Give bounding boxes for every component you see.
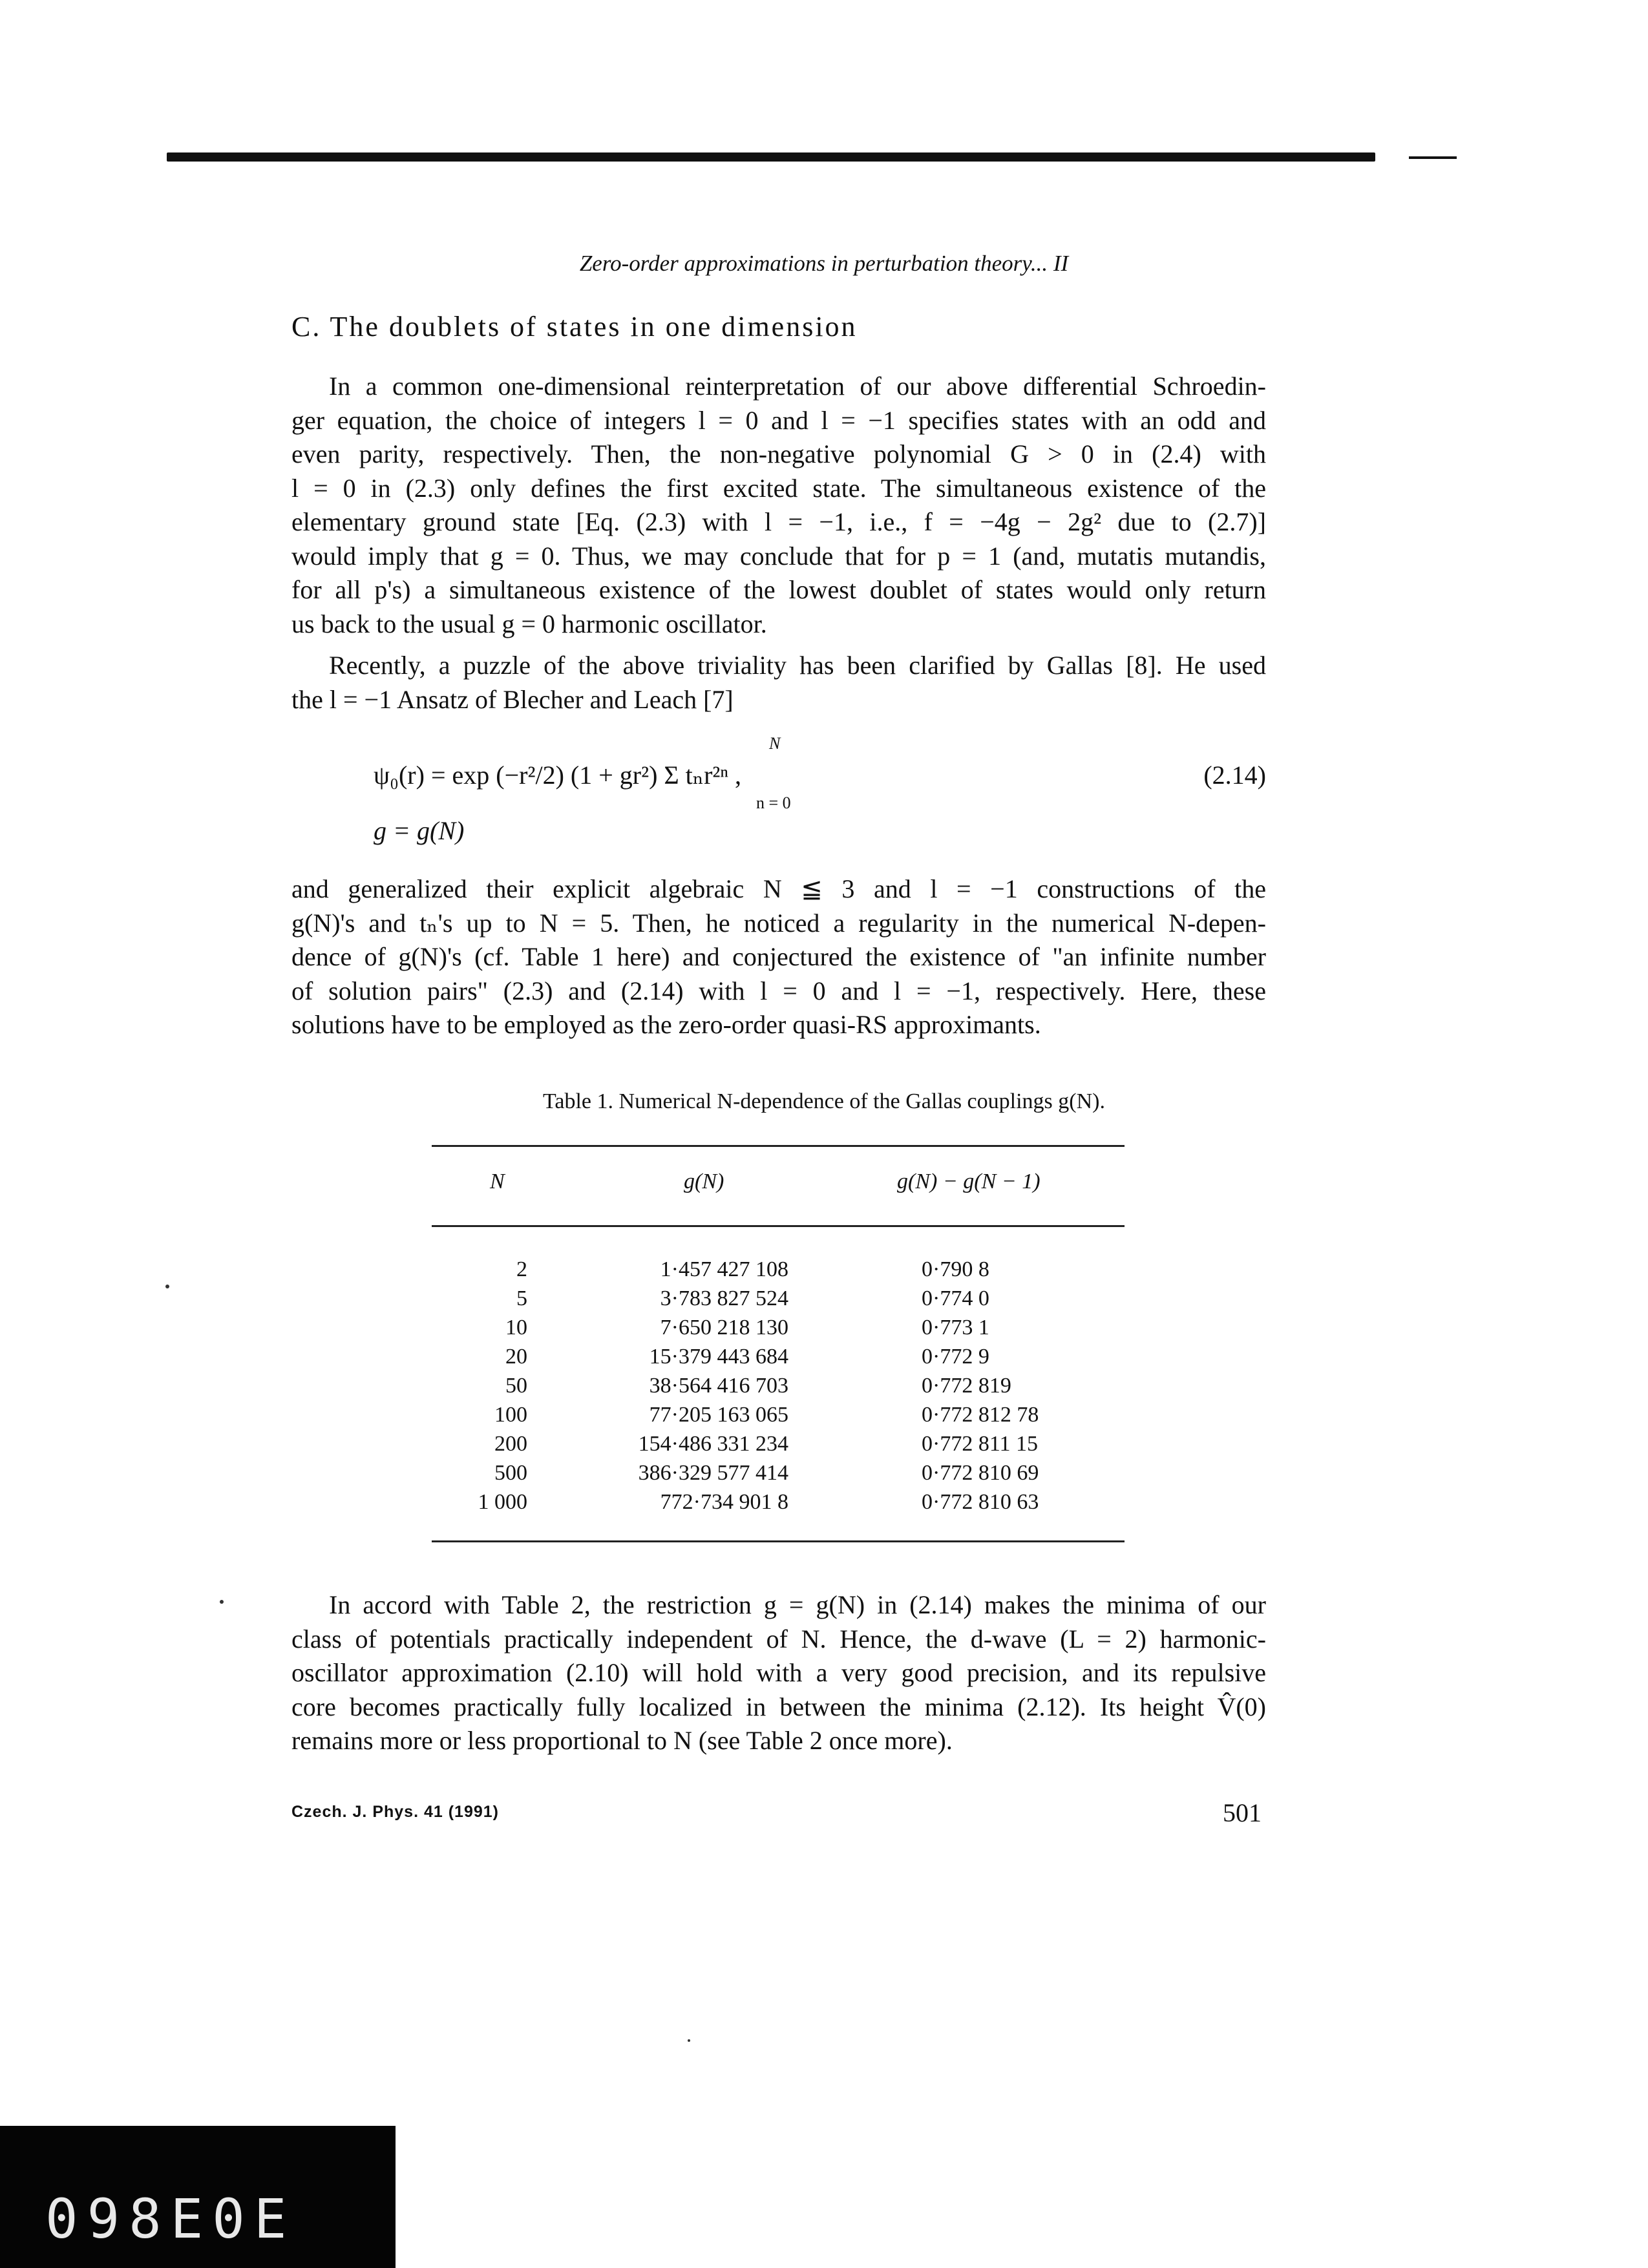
table-cell: 1 000 xyxy=(478,1490,527,1514)
table-header-rule xyxy=(432,1225,1125,1227)
equation-line-1: ψ₀(r) = exp (−r²/2) (1 + gr²) Σ tₙr²ⁿ , xyxy=(374,761,742,790)
paragraph-3-line: g(N)'s and tₙ's up to N = 5. Then, he noticed a regularity in the numerical N-depen- xyxy=(291,908,1266,938)
paragraph-1 xyxy=(291,370,1266,641)
scan-speck xyxy=(688,2039,690,2042)
table-cell: 20 xyxy=(505,1345,527,1369)
table-cell: 772·734 901 8 xyxy=(660,1490,788,1514)
table-cell: 77·205 163 065 xyxy=(649,1403,788,1427)
paragraph-2 xyxy=(291,649,1266,717)
equation-line-2: g = g(N) xyxy=(374,816,465,845)
table-cell: 10 xyxy=(505,1316,527,1339)
table-cell: 0·772 819 xyxy=(922,1374,1011,1398)
table-cell: 1·457 427 108 xyxy=(660,1257,788,1281)
table-caption: Table 1. Numerical N-dependence of the Gallas couplings g(N). xyxy=(543,1089,1105,1113)
paragraph-1-line: would imply that g = 0. Thus, we may conclude that for p = 1 (and, mutatis mutandis, xyxy=(291,541,1266,571)
paragraph-4-line: In accord with Table 2, the restriction g = g(N) in (2.14) makes the minima of our xyxy=(329,1590,1266,1619)
table-cell: 0·772 812 78 xyxy=(922,1403,1039,1427)
paragraph-1-line: In a common one-dimensional reinterpretation of our above differential Schroedin- xyxy=(329,372,1266,401)
paragraph-3-line: dence of g(N)'s (cf. Table 1 here) and conjectured the existence of "an infinite number xyxy=(291,942,1266,971)
sum-lower-limit: n = 0 xyxy=(756,793,791,812)
paragraph-1-line: even parity, respectively. Then, the non-negative polynomial G > 0 in (2.4) with xyxy=(291,439,1266,468)
paragraph-4-line: oscillator approximation (2.10) will hold with a very good precision, and its repulsive xyxy=(291,1658,1266,1687)
table-cell: 2 xyxy=(516,1257,527,1281)
table-cell: 50 xyxy=(505,1374,527,1398)
table-cell: 0·772 810 63 xyxy=(922,1490,1039,1514)
table-cell: 3·783 827 524 xyxy=(660,1286,788,1310)
paragraph-3-line: and generalized their explicit algebraic N ≦ 3 and l = −1 constructions of the xyxy=(291,874,1266,903)
paragraph-2-line: Recently, a puzzle of the above triviality has been clarified by Gallas [8]. He used xyxy=(329,651,1266,680)
equation-number: (2.14) xyxy=(1203,761,1266,790)
paragraph-3-line: of solution pairs" (2.3) and (2.14) with l = 0 and l = −1, respectively. Here, these xyxy=(291,976,1266,1005)
journal-citation: Czech. J. Phys. 41 (1991) xyxy=(291,1803,499,1821)
table-cell: 0·773 1 xyxy=(922,1316,989,1339)
table-cell: 200 xyxy=(494,1432,527,1456)
paragraph-3 xyxy=(291,872,1266,1042)
table-header-n: N xyxy=(490,1170,505,1193)
paragraph-2-line: the l = −1 Ansatz of Blecher and Leach [7] xyxy=(291,684,734,714)
paragraph-4-line: core becomes practically fully localized in between the minima (2.12). Its height V̂(0) xyxy=(291,1692,1266,1721)
table-cell: 100 xyxy=(494,1403,527,1427)
paragraph-4-line: class of potentials practically independent of N. Hence, the d-wave (L = 2) harmonic- xyxy=(291,1624,1266,1654)
page-number: 501 xyxy=(1223,1798,1262,1827)
table-cell: 0·772 9 xyxy=(922,1345,989,1369)
table-header-diff: g(N) − g(N − 1) xyxy=(897,1170,1041,1193)
table-cell: 7·650 218 130 xyxy=(660,1316,788,1339)
table-cell: 15·379 443 684 xyxy=(649,1345,788,1369)
paragraph-4-line: remains more or less proportional to N (see Table 2 once more). xyxy=(291,1726,953,1755)
table-header-g: g(N) xyxy=(684,1170,724,1193)
table-column-g xyxy=(569,1255,788,1517)
paragraph-1-line: for all p's) a simultaneous existence of the lowest doublet of states would only return xyxy=(291,575,1266,604)
table-column-n xyxy=(465,1255,527,1517)
paragraph-4 xyxy=(291,1588,1266,1758)
table-cell: 0·774 0 xyxy=(922,1286,989,1310)
table-cell: 38·564 416 703 xyxy=(649,1374,788,1398)
table-top-rule xyxy=(432,1145,1125,1147)
table-cell: 5 xyxy=(516,1286,527,1310)
table-cell: 0·772 810 69 xyxy=(922,1461,1039,1485)
sum-upper-limit: N xyxy=(769,734,781,753)
microfilm-code: 098E0E xyxy=(45,2187,296,2251)
running-head: Zero-order approximations in perturbation theory... II xyxy=(579,251,1069,276)
scan-speck xyxy=(165,1285,169,1288)
paragraph-1-line: elementary ground state [Eq. (2.3) with l = −1, i.e., f = −4g − 2g² due to (2.7)] xyxy=(291,507,1266,536)
table-cell: 154·486 331 234 xyxy=(638,1432,788,1456)
paragraph-3-line: solutions have to be employed as the zero-order quasi-RS approximants. xyxy=(291,1010,1041,1039)
table-cell: 500 xyxy=(494,1461,527,1485)
table-cell: 386·329 577 414 xyxy=(638,1461,788,1485)
paragraph-1-line: ger equation, the choice of integers l = 0 and l = −1 specifies states with an odd and xyxy=(291,405,1266,435)
paragraph-1-line: us back to the usual g = 0 harmonic oscillator. xyxy=(291,609,767,638)
top-rule-tail xyxy=(1409,156,1457,159)
table-column-diff xyxy=(922,1255,1115,1517)
scan-speck xyxy=(220,1600,224,1604)
section-title: C. The doublets of states in one dimension xyxy=(291,311,858,342)
top-rule xyxy=(167,152,1375,162)
table-cell: 0·772 811 15 xyxy=(922,1432,1039,1456)
paragraph-1-line: l = 0 in (2.3) only defines the first excited state. The simultaneous existence of the xyxy=(291,473,1266,503)
table-bottom-rule xyxy=(432,1540,1125,1542)
table-cell: 0·790 8 xyxy=(922,1257,989,1281)
